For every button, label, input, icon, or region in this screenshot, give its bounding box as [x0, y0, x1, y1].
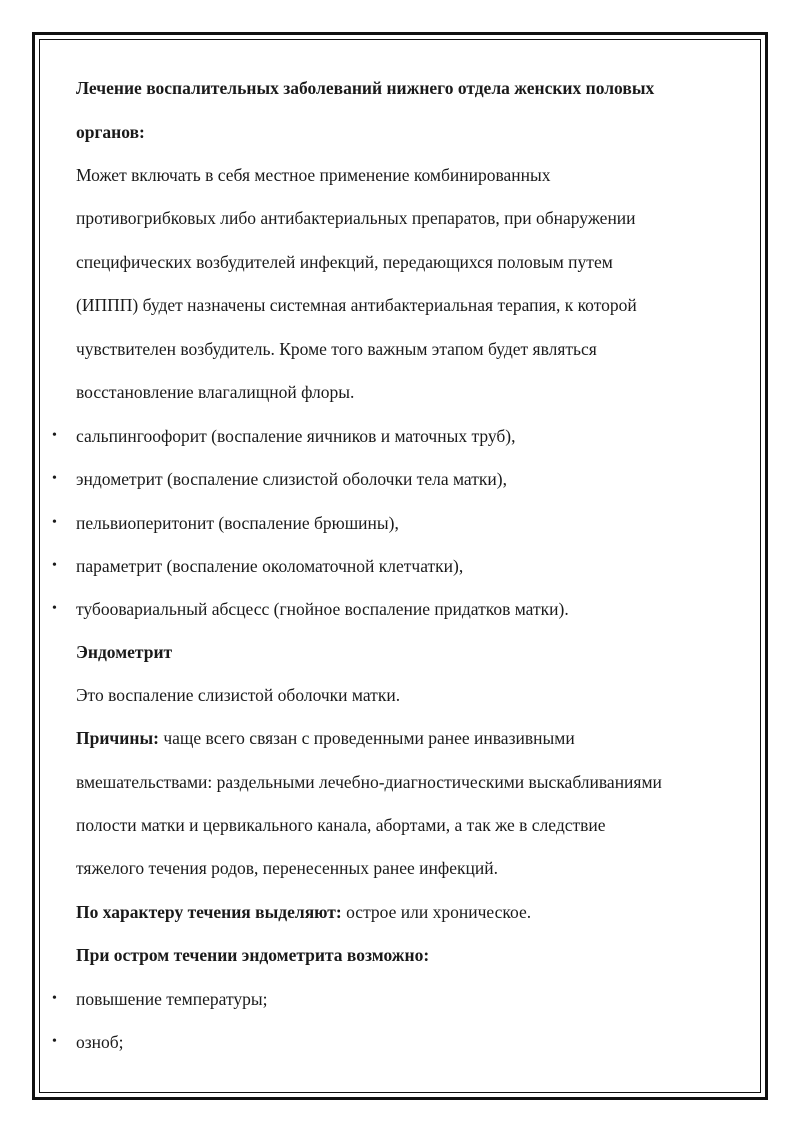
- causes-line: [76, 727, 575, 749]
- causes-line: тяжелого течения родов, перенесенных ранее инфекций.: [76, 858, 498, 878]
- paragraph-line: (ИППП) будет назначены системная антибактериальная терапия, к которой: [76, 295, 637, 315]
- paragraph-line: чувствителен возбудитель. Кроме того важным этапом будет являться: [76, 339, 597, 359]
- course-label: По характеру течения выделяют:: [76, 902, 342, 922]
- list-item: сальпингоофорит (воспаление яичников и маточных труб),: [76, 426, 516, 446]
- list-item: озноб;: [76, 1032, 124, 1052]
- bullet-icon: •: [52, 471, 57, 486]
- definition-text: Это воспаление слизистой оболочки матки.: [76, 685, 401, 705]
- bullet-icon: •: [52, 1034, 57, 1049]
- paragraph-line: Может включать в себя местное применение комбинированных: [76, 165, 551, 185]
- paragraph-line: противогрибковых либо антибактериальных препаратов, при обнаружении: [76, 208, 636, 228]
- bullet-icon: •: [52, 991, 57, 1006]
- list-item: параметрит (воспаление околоматочной клетчатки),: [76, 556, 464, 576]
- course-line: [76, 901, 531, 923]
- bullet-icon: •: [52, 428, 57, 443]
- causes-line: полости матки и цервикального канала, абортами, а так же в следствие: [76, 815, 606, 835]
- paragraph-line: восстановление влагалищной флоры.: [76, 382, 355, 402]
- acute-heading: При остром течении эндометрита возможно:: [76, 945, 430, 965]
- list-item: тубоовариальный абсцесс (гнойное воспаление придатков матки).: [76, 599, 569, 619]
- bullet-icon: •: [52, 558, 57, 573]
- list-item: пельвиоперитонит (воспаление брюшины),: [76, 513, 399, 533]
- causes-line: вмешательствами: раздельными лечебно-диагностическими выскабливаниями: [76, 772, 662, 792]
- course-text: острое или хроническое.: [341, 902, 532, 922]
- paragraph-line: специфических возбудителей инфекций, передающихся половым путем: [76, 252, 613, 272]
- list-item: эндометрит (воспаление слизистой оболочки тела матки),: [76, 469, 507, 489]
- list-item: повышение температуры;: [76, 989, 268, 1009]
- section-title: Эндометрит: [76, 642, 173, 662]
- heading-line-2: органов:: [76, 122, 145, 142]
- heading-line-1: Лечение воспалительных заболеваний нижнего отдела женских половых: [76, 78, 655, 98]
- bullet-icon: •: [52, 601, 57, 616]
- causes-text: чаще всего связан с проведенными ранее инвазивными: [158, 728, 575, 748]
- causes-label: Причины:: [76, 728, 159, 748]
- bullet-icon: •: [52, 515, 57, 530]
